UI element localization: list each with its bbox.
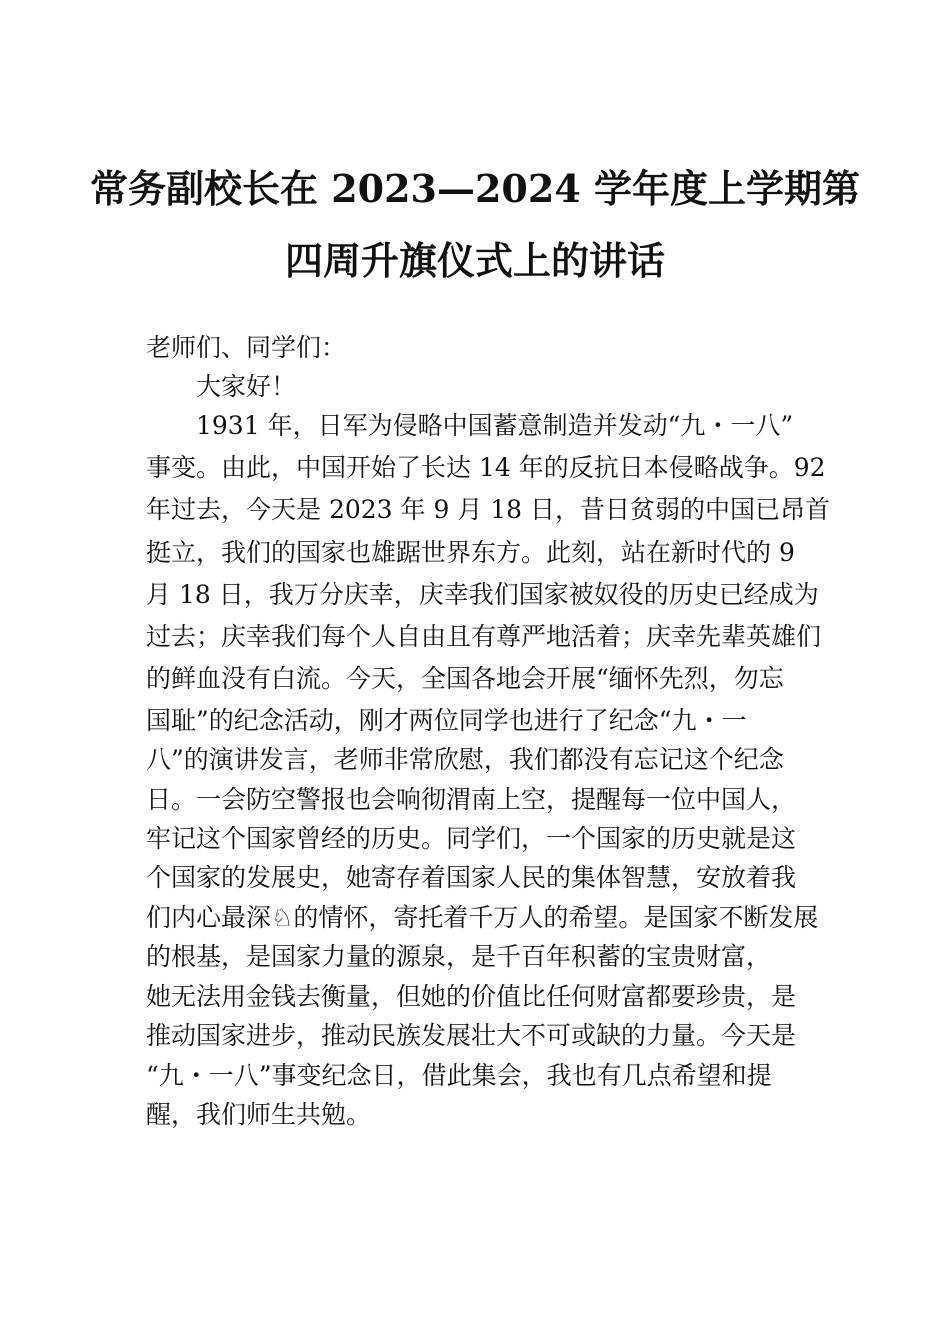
paragraph-line: “九・一八”事变纪念日，借此集会，我也有几点希望和提 xyxy=(146,1061,772,1090)
paragraph-line: 的根基，是国家力量的源泉，是千百年积蓄的宝贵财富， xyxy=(146,942,772,971)
paragraph-line: 醒，我们师生共勉。 xyxy=(146,1100,372,1129)
paragraph-line: 年过去，今天是 2023 年 9 月 18 日，昔日贫弱的中国已昂首 xyxy=(146,495,831,524)
paragraph-line: 过去；庆幸我们每个人自由且有尊严地活着；庆幸先辈英雄们 xyxy=(146,622,822,651)
paragraph-line: 1931 年，日军为侵略中国蓄意制造并发动“九・一八” xyxy=(196,411,794,440)
paragraph-line: 推动国家进步，推动民族发展壮大不可或缺的力量。今天是 xyxy=(146,1021,797,1050)
paragraph-line: 事变。由此，中国开始了长达 14 年的反抗日本侵略战争。92 xyxy=(146,453,826,482)
paragraph-line: 挺立，我们的国家也雄踞世界东方。此刻，站在新时代的 9 xyxy=(146,538,795,567)
paragraph-line: 牢记这个国家曾经的历史。同学们，一个国家的历史就是这 xyxy=(146,824,797,853)
salutation: 老师们、同学们： xyxy=(146,333,347,362)
document-title-line-1: 常务副校长在 2023—2024 学年度上学期第 xyxy=(90,166,860,211)
paragraph-line: 她无法用金钱去衡量，但她的价值比任何财富都要珍贵，是 xyxy=(146,982,797,1011)
paragraph-line: 日。一会防空警报也会响彻渭南上空，提醒每一位中国人， xyxy=(146,785,797,814)
paragraph-line: 个国家的发展史，她寄存着国家人民的集体智慧，安放着我 xyxy=(146,863,797,892)
paragraph-line: 们内心最深♘的情怀，寄托着千万人的希望。是国家不断发展 xyxy=(146,903,819,932)
paragraph-line: 八”的演讲发言，老师非常欣慰，我们都没有忘记这个纪念 xyxy=(146,745,784,774)
paragraph-line: 的鲜血没有白流。今天，全国各地会开展“缅怀先烈，勿忘 xyxy=(146,664,784,693)
greeting: 大家好！ xyxy=(196,372,297,401)
document-title-line-2: 四周升旗仪式上的讲话 xyxy=(284,238,665,283)
paragraph-line: 国耻”的纪念活动，刚才两位同学也进行了纪念“九・一 xyxy=(146,706,747,735)
paragraph-line: 月 18 日，我万分庆幸，庆幸我们国家被奴役的历史已经成为 xyxy=(146,580,819,609)
